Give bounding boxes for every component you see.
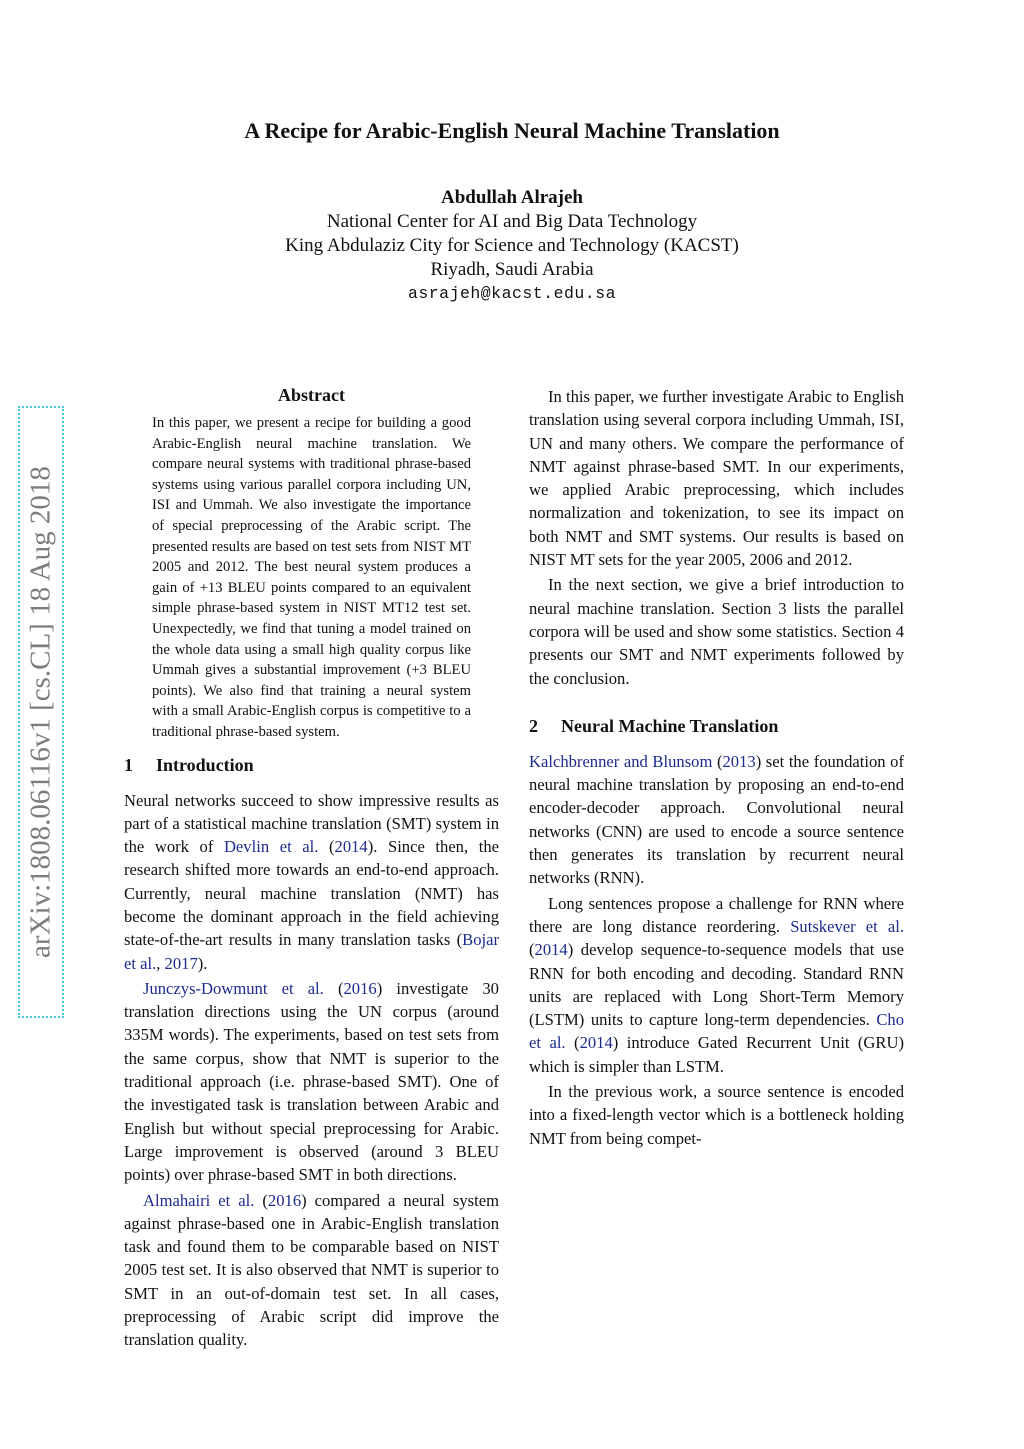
citation-year-link[interactable]: 2016 [267, 1190, 302, 1210]
citation-year-link[interactable]: 2016 [343, 978, 377, 998]
citation-year-link[interactable]: 2014 [579, 1033, 613, 1053]
nmt-paragraph-3: In the previous work, a source sentence is encoded into a fixed-length vector which is a bottleneck holding NMT from being compet- [529, 1082, 904, 1148]
citation-link[interactable]: Devlin et al. [223, 837, 319, 857]
author-affiliation-1: National Center for AI and Big Data Technology [326, 211, 698, 232]
intro-paragraph-2: Junczys-Dowmunt et al. (2016) investigate 30 translation directions using the UN corpus (around 335M words). The experiments, based on test sets from the same corpus, show that NMT is superior to the traditional approach (i.e. phrase-based SMT). One of the investigated task is translation between Arabic and English but without special preprocessing for Arabic. Large improvement is observed (around 3 BLEU points) over phrase-based SMT in both directions. [124, 978, 499, 1185]
paper-title: A Recipe for Arabic-English Neural Machine Translation [244, 118, 780, 143]
citation-year-link[interactable]: 2013 [722, 751, 756, 771]
nmt-paragraph-1: Kalchbrenner and Blunsom (2013) set the foundation of neural machine translation by proposing an end-to-end encoder-decoder approach. Convolutional neural networks (CNN) are used to encode a source sentence then generates its translation by recurrent neural networks (RNN). [529, 751, 904, 888]
citation-link[interactable]: Kalchbrenner and Blunsom [529, 751, 713, 771]
citation-link[interactable]: Sutskever et al. [790, 916, 904, 936]
abstract-heading: Abstract [278, 385, 345, 405]
citation-link[interactable]: Junczys-Dowmunt et al. [143, 978, 324, 998]
author-affiliation-2: King Abdulaziz City for Science and Technology (KACST) [285, 235, 739, 256]
intro-paragraph-4: In this paper, we further investigate Arabic to English translation using several corpora including Ummah, ISI, UN and many others. We compare the performance of NMT against phrase-based SMT. In our experiments, we applied Arabic preprocessing, which includes normalization and tokenization, to see its impact on both NMT and SMT systems. Our results is based on NIST MT sets for the year 2005, 2006 and 2012. [529, 387, 904, 570]
citation-year-link[interactable]: 2017 [164, 953, 198, 973]
citation-year-link[interactable]: 2014 [334, 837, 368, 857]
left-column [124, 383, 499, 1352]
author-name: Abdullah Alrajeh [440, 187, 583, 208]
right-column [529, 383, 904, 1150]
author-block [0, 186, 1024, 306]
arxiv-id: arXiv:1808.06116v1 [cs.CL] 18 Aug 2018 [24, 466, 57, 958]
citation-year-link[interactable]: 2014 [534, 940, 568, 960]
abstract-text: In this paper, we present a recipe for building a good Arabic-English neural machine translation. We compare neural systems with traditional phrase-based systems using various parallel corpora including UN, ISI and Ummah. We also investigate the importance of special preprocessing of the Arabic script. The presented results are based on test sets from NIST MT 2005 and 2012. The best neural system produces a gain of +13 BLEU points compared to an equivalent simple phrase-based system in NIST MT12 test set. Unexpectedly, we find that tuning a model trained on the whole data using a small high quality corpus like Ummah gives a substantial improvement (+3 BLEU points). We also find that training a neural system with a small Arabic-English corpus is competitive to a traditional phrase-based system. [152, 415, 471, 740]
section-1-heading [124, 753, 499, 777]
nmt-paragraph-2: Long sentences propose a challenge for RNN where there are long distance reordering. Sutskever et al. (2014) develop sequence-to-sequence models that use RNN for both encoding and decoding. Standard RNN units are replaced with Long Short-Term Memory (LSTM) units to capture long-term dependencies. Cho et al. (2014) introduce Gated Recurrent Unit (GRU) which is simpler than LSTM. [529, 893, 904, 1076]
section-1-title: Introduction [156, 754, 254, 775]
section-2-heading [529, 714, 904, 738]
citation-link[interactable]: Bojar et al. [124, 930, 499, 973]
intro-paragraph-1: Neural networks succeed to show impressive results as part of a statistical machine translation (SMT) system in the work of Devlin et al. (2014). Since then, the research shifted more towards an end-to-end approach. Currently, neural machine translation (NMT) has become the dominant approach in the field achieving state-of-the-art results in many translation tasks (Bojar et al., 2017). [124, 790, 499, 973]
arxiv-stamp[interactable] [18, 406, 64, 1018]
citation-link[interactable]: Almahairi et al. [143, 1190, 255, 1210]
section-2-number: 2 [529, 715, 538, 736]
citation-link[interactable]: Cho et al. [529, 1010, 904, 1053]
section-1-number: 1 [124, 754, 133, 775]
intro-paragraph-3: Almahairi et al. (2016) compared a neural system against phrase-based one in Arabic-English translation task and found them to be comparable based on NIST 2005 test set. It is also observed that NMT is superior to SMT in an out-of-domain test set. In all cases, preprocessing of Arabic script did improve the translation quality. [124, 1190, 499, 1350]
author-location: Riyadh, Saudi Arabia [430, 259, 594, 280]
intro-paragraph-5: In the next section, we give a brief introduction to neural machine translation. Section 3 lists the parallel corpora will be used and show some statistics. Section 4 presents our SMT and NMT experiments followed by the conclusion. [529, 575, 904, 688]
section-2-title: Neural Machine Translation [561, 715, 779, 736]
author-email[interactable]: asrajeh@kacst.edu.sa [407, 284, 617, 303]
